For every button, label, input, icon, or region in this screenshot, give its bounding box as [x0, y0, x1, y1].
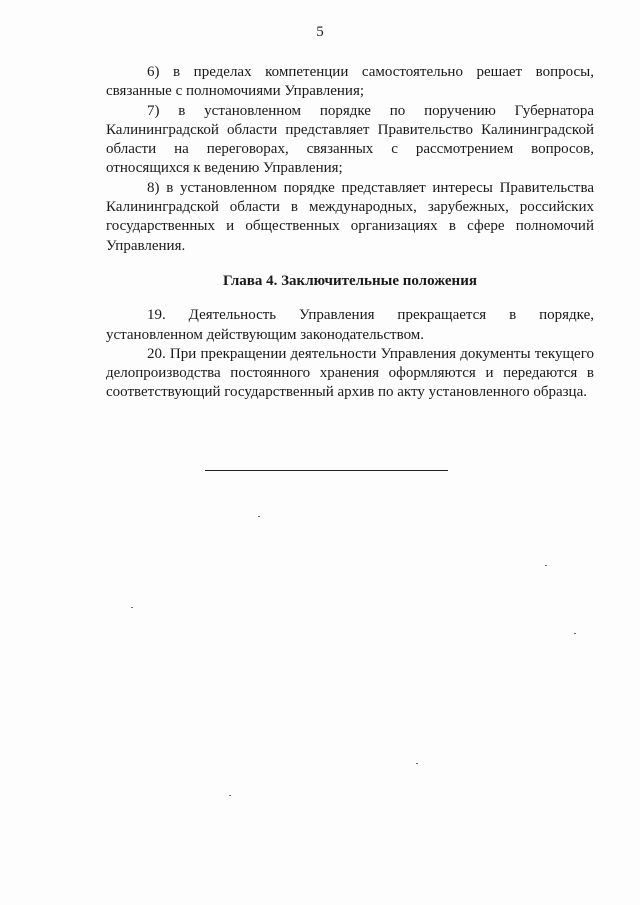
list-item: 7) в установленном порядке по поручению Губернатора Калининградской области представляет Правительство Калининградской области на переговорах, связанных с рассмотрением вопросов, относящихся к ведению Управления;	[106, 102, 594, 177]
end-divider	[205, 470, 448, 471]
document-body	[106, 63, 594, 403]
list-item: 8) в установленном порядке представляет интересы Правительства Калининградской области в международных, зарубежных, российских государственных и общественных организациях в сфере полномочий Управления.	[106, 179, 594, 254]
scan-speck	[258, 516, 260, 517]
scan-speck	[416, 763, 418, 764]
scan-speck	[229, 795, 231, 796]
clause-paragraph: 20. При прекращении деятельности Управления документы текущего делопроизводства постоянного хранения оформляются и передаются в соответствующий государственный архив по акту установленного образца.	[106, 345, 594, 401]
scan-speck	[131, 607, 133, 608]
scan-speck	[574, 633, 576, 634]
clause-paragraph: 19. Деятельность Управления прекращается в порядке, установленном действующим законодательством.	[106, 307, 594, 343]
scan-speck	[545, 565, 547, 566]
page-number: 5	[316, 24, 324, 40]
chapter-heading: Глава 4. Заключительные положения	[223, 272, 477, 289]
list-item: 6) в пределах компетенции самостоятельно решает вопросы, связанные с полномочиями Управления;	[106, 64, 594, 100]
